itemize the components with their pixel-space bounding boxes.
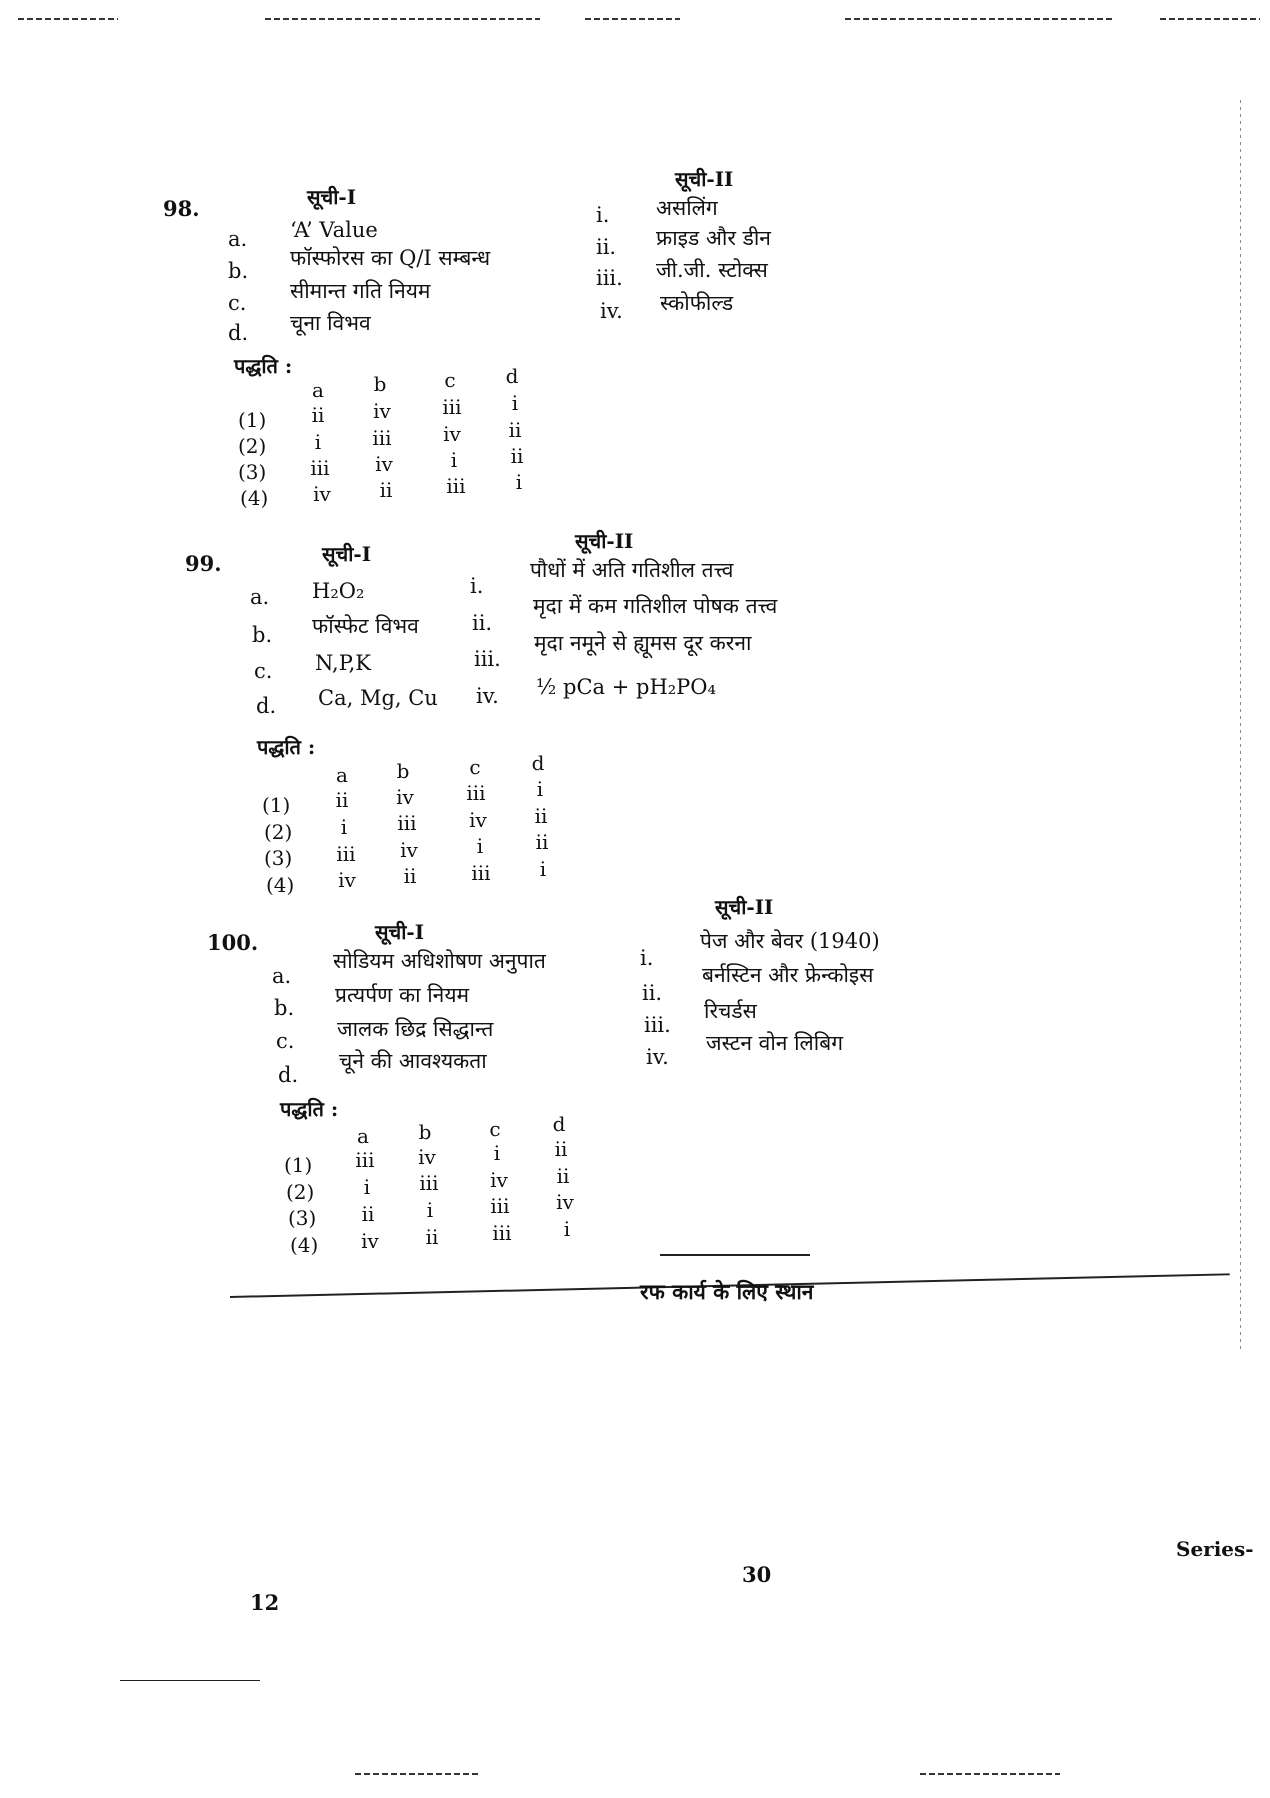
list1-item: प्रत्यर्पण का नियम [335,983,470,1007]
list2-key: ii. [596,235,617,259]
codes-label: पद्धति : [234,354,293,378]
list1-key: c. [254,659,273,683]
option-value: ii [335,788,349,812]
list2-key: iv. [646,1045,669,1069]
option-value: iii [372,426,392,450]
list1-item: फॉस्फेट विभव [312,614,419,638]
code-header: a [312,378,324,402]
option-value: ii [311,403,325,427]
list2-item: पेज और बेवर (1940) [700,929,880,953]
option-value: iv [490,1168,508,1192]
option-value: iv [375,452,393,476]
list2-item: जी.जी. स्टोक्स [656,258,768,282]
question-number: 100. [207,930,259,955]
option-value: iii [419,1171,439,1195]
code-header: d [505,364,519,388]
page-number: 30 [742,1562,772,1587]
option-value: i [515,470,523,494]
code-header: a [336,763,348,787]
option-label: (3) [238,460,267,484]
list2-heading: सूची-II [575,529,634,553]
option-value: iv [338,868,356,892]
option-label: (3) [288,1206,317,1230]
option-value: iii [355,1148,375,1172]
rough-work-label: रफ कार्य के लिए स्थान [640,1279,814,1304]
list1-key: a. [272,964,292,988]
list2-item: मृदा में कम गतिशील पोषक तत्त्व [533,594,778,618]
list2-key: iv. [476,684,499,708]
option-value: ii [535,830,549,854]
option-value: i [426,1198,434,1222]
list1-item: सीमान्त गति नियम [290,279,431,303]
list2-item: जस्टन वोन लिबिग [706,1031,844,1055]
option-value: i [314,430,322,454]
option-value: ii [554,1137,568,1161]
list2-key: iii. [596,266,623,290]
list2-key: i. [470,574,484,598]
option-label: (4) [290,1233,319,1257]
scan-edge [1240,100,1241,1350]
list1-item: चूने की आवश्यकता [339,1049,487,1073]
option-value: iii [492,1221,512,1245]
option-value: ii [403,864,417,888]
option-value: i [493,1141,501,1165]
list2-item: रिचर्डस [704,999,757,1023]
list2-heading: सूची-II [675,167,734,191]
series-label: Series- [1176,1537,1254,1561]
code-header: d [531,751,545,775]
option-value: ii [425,1225,439,1249]
list2-key: iv. [600,299,623,323]
scan-mark [585,18,680,20]
option-value: iv [396,785,414,809]
option-label: (3) [264,846,293,870]
list1-item: सोडियम अधिशोषण अनुपात [333,949,546,973]
question-number: 99. [185,551,222,576]
list1-heading: सूची-I [375,920,425,944]
option-value: iv [373,399,391,423]
scan-mark [1160,18,1260,20]
option-value: i [536,777,544,801]
option-label: (1) [284,1153,313,1177]
list1-item: N,P,K [315,651,371,675]
option-value: i [476,834,484,858]
list1-item: फॉस्फोरस का Q/I सम्बन्ध [290,246,491,270]
option-value: iii [490,1194,510,1218]
list2-item: बर्नस्टिन और फ्रेन्कोइस [702,963,874,987]
option-value: i [563,1217,571,1241]
option-value: ii [379,478,393,502]
option-value: ii [510,444,524,468]
option-value: iii [466,781,486,805]
list2-key: i. [596,203,610,227]
list2-heading: सूची-II [715,895,774,919]
code-header: d [552,1112,566,1136]
list1-heading: सूची-I [307,185,357,209]
list2-item: ½ pCa + pH₂PO₄ [536,675,716,699]
option-value: iii [471,861,491,885]
list1-key: b. [228,259,249,283]
list2-key: iii. [644,1013,671,1037]
scan-mark [920,1773,1060,1775]
option-value: i [511,391,519,415]
option-value: i [539,857,547,881]
list2-key: ii. [642,981,663,1005]
scan-mark [355,1773,480,1775]
codes-label: पद्धति : [257,735,316,759]
list2-key: iii. [474,647,501,671]
list1-key: a. [228,227,248,251]
option-value: i [340,815,348,839]
list2-item: स्कोफील्ड [660,291,734,315]
code-header: c [469,755,481,779]
scan-mark [845,18,1115,20]
list1-item: Ca, Mg, Cu [318,686,438,710]
option-value: i [363,1175,371,1199]
code-header: c [489,1117,501,1141]
scan-mark [18,18,118,20]
list1-key: d. [228,321,249,345]
list1-item: H₂O₂ [312,579,365,603]
option-value: iv [469,808,487,832]
list1-key: d. [278,1063,299,1087]
option-value: iv [313,482,331,506]
list2-item: मृदा नमूने से ह्यूमस दूर करना [534,631,752,655]
option-value: ii [556,1164,570,1188]
scan-mark [265,18,540,20]
list1-key: c. [228,291,247,315]
question-number: 98. [163,196,200,221]
option-value: iv [443,422,461,446]
option-value: iii [310,456,330,480]
code-header: b [396,759,410,783]
code-header: b [373,372,387,396]
option-label: (2) [264,820,293,844]
list2-key: i. [640,946,654,970]
list1-key: b. [252,623,273,647]
list1-item: ‘A’ Value [290,218,378,242]
list2-item: फ्राइड और डीन [656,226,771,250]
corner-number: 12 [250,1590,280,1615]
code-header: a [357,1124,369,1148]
option-label: (2) [238,434,267,458]
list2-key: ii. [472,611,493,635]
option-value: iii [446,474,466,498]
option-label: (1) [262,793,291,817]
codes-label: पद्धति : [280,1097,339,1121]
list1-key: a. [250,585,270,609]
list1-item: चूना विभव [290,311,371,335]
option-value: iv [556,1190,574,1214]
list1-key: d. [256,694,277,718]
code-header: b [418,1120,432,1144]
option-label: (1) [238,408,267,432]
list2-item: असलिंग [656,196,718,220]
list1-item: जालक छिद्र सिद्धान्त [337,1017,494,1041]
list1-key: c. [276,1029,295,1053]
option-value: iii [442,395,462,419]
option-label: (4) [240,486,269,510]
option-value: i [450,448,458,472]
option-value: iv [418,1145,436,1169]
option-label: (2) [286,1180,315,1204]
code-header: c [444,368,456,392]
short-divider [660,1254,810,1256]
option-value: iv [361,1229,379,1253]
scan-mark [120,1680,260,1681]
list1-key: b. [274,996,295,1020]
option-value: iii [336,842,356,866]
list2-item: पौधों में अति गतिशील तत्त्व [530,558,734,582]
option-value: ii [508,418,522,442]
list1-heading: सूची-I [322,542,372,566]
option-label: (4) [266,873,295,897]
option-value: ii [534,804,548,828]
option-value: iii [397,811,417,835]
option-value: iv [400,838,418,862]
option-value: ii [361,1202,375,1226]
